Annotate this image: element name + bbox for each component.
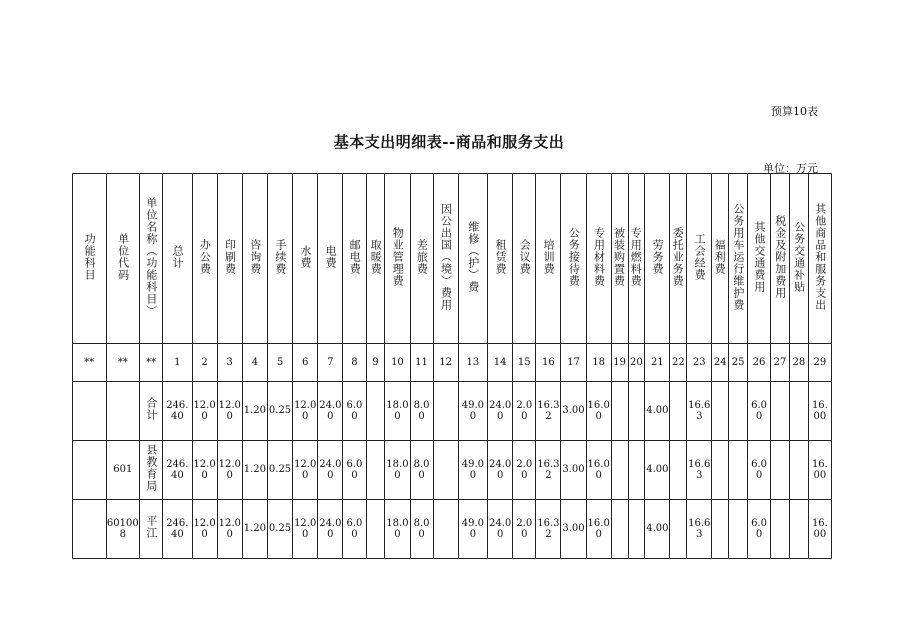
amount-cell <box>729 500 748 559</box>
column-number: 1 <box>163 344 192 382</box>
column-number: 12 <box>433 344 458 382</box>
column-number: 23 <box>687 344 712 382</box>
amount-cell: 6.00 <box>748 441 771 500</box>
column-header: 公务接待费 <box>561 174 586 344</box>
amount-cell: 24.00 <box>318 441 343 500</box>
column-header: 邮电费 <box>343 174 366 344</box>
column-header: 被装购置费 <box>611 174 628 344</box>
amount-cell: 8.00 <box>410 441 433 500</box>
amount-cell: 24.00 <box>488 441 513 500</box>
column-number: 19 <box>611 344 628 382</box>
amount-cell: 1.20 <box>242 441 267 500</box>
column-header: 工会经费 <box>687 174 712 344</box>
amount-cell: 16.00 <box>808 382 831 441</box>
expenditure-table <box>72 173 832 559</box>
unit-name-cell: 合计 <box>140 382 163 441</box>
amount-cell <box>712 382 729 441</box>
column-number: 26 <box>748 344 771 382</box>
amount-cell: 12.00 <box>293 500 318 559</box>
amount-cell: 4.00 <box>645 441 670 500</box>
amount-cell: 12.00 <box>192 441 217 500</box>
amount-cell: 12.00 <box>293 382 318 441</box>
amount-cell: 16.00 <box>808 441 831 500</box>
column-header: 单位名称（功能科目） <box>140 174 163 344</box>
amount-cell: 8.00 <box>410 382 433 441</box>
amount-cell: 12.00 <box>217 500 242 559</box>
amount-cell: 8.00 <box>410 500 433 559</box>
amount-cell: 12.00 <box>217 382 242 441</box>
amount-cell <box>771 441 790 500</box>
column-number: 7 <box>318 344 343 382</box>
amount-cell: 16.00 <box>586 441 611 500</box>
column-number: 11 <box>410 344 433 382</box>
amount-cell: 6.00 <box>748 500 771 559</box>
amount-cell <box>712 441 729 500</box>
amount-cell: 6.00 <box>343 382 366 441</box>
amount-cell <box>712 500 729 559</box>
amount-cell: 12.00 <box>192 382 217 441</box>
table-row <box>73 441 832 500</box>
column-number: 4 <box>242 344 267 382</box>
column-number: 17 <box>561 344 586 382</box>
column-header: 租赁费 <box>488 174 513 344</box>
column-number: 13 <box>458 344 487 382</box>
column-header: 因公出国（境）费用 <box>433 174 458 344</box>
amount-cell: 16.32 <box>536 382 561 441</box>
amount-cell <box>628 441 645 500</box>
column-number: 27 <box>771 344 790 382</box>
column-number: 18 <box>586 344 611 382</box>
amount-cell: 16.63 <box>687 500 712 559</box>
amount-cell <box>366 441 385 500</box>
amount-cell: 16.32 <box>536 500 561 559</box>
column-header: 取暖费 <box>366 174 385 344</box>
amount-cell: 4.00 <box>645 500 670 559</box>
amount-cell: 18.00 <box>385 441 410 500</box>
column-header: 公务用车运行维护费 <box>729 174 748 344</box>
column-number: ** <box>106 344 140 382</box>
column-number: 2 <box>192 344 217 382</box>
unit-label: 单位：万元 <box>763 162 818 175</box>
amount-cell: 12.00 <box>217 441 242 500</box>
amount-cell: 24.00 <box>488 500 513 559</box>
amount-cell: 12.00 <box>192 500 217 559</box>
amount-cell: 16.00 <box>808 500 831 559</box>
amount-cell <box>611 441 628 500</box>
amount-cell: 2.00 <box>513 500 536 559</box>
column-header: 总计 <box>163 174 192 344</box>
amount-cell: 246.40 <box>163 500 192 559</box>
header-row <box>73 174 832 344</box>
table-number-label: 预算10表 <box>771 105 818 118</box>
column-header: 其他交通费用 <box>748 174 771 344</box>
amount-cell: 6.00 <box>343 441 366 500</box>
column-number: ** <box>140 344 163 382</box>
column-number: 14 <box>488 344 513 382</box>
column-header: 培训费 <box>536 174 561 344</box>
column-number: 21 <box>645 344 670 382</box>
column-header: 其他商品和服务支出 <box>808 174 831 344</box>
amount-cell: 16.32 <box>536 441 561 500</box>
amount-cell <box>433 382 458 441</box>
amount-cell <box>729 441 748 500</box>
column-header: 专用燃料费 <box>628 174 645 344</box>
amount-cell: 1.20 <box>242 500 267 559</box>
amount-cell: 246.40 <box>163 441 192 500</box>
amount-cell: 18.00 <box>385 382 410 441</box>
amount-cell: 0.25 <box>267 382 292 441</box>
column-number: 29 <box>808 344 831 382</box>
column-header: 维修（护）费 <box>458 174 487 344</box>
amount-cell: 24.00 <box>488 382 513 441</box>
amount-cell <box>789 441 808 500</box>
amount-cell: 2.00 <box>513 441 536 500</box>
amount-cell: 6.00 <box>748 382 771 441</box>
unit-name-cell: 平江 <box>140 500 163 559</box>
column-number: 16 <box>536 344 561 382</box>
amount-cell: 16.00 <box>586 382 611 441</box>
amount-cell <box>771 382 790 441</box>
amount-cell: 4.00 <box>645 382 670 441</box>
amount-cell: 24.00 <box>318 500 343 559</box>
amount-cell <box>789 500 808 559</box>
amount-cell: 16.63 <box>687 382 712 441</box>
amount-cell: 0.25 <box>267 500 292 559</box>
column-header: 电费 <box>318 174 343 344</box>
amount-cell: 1.20 <box>242 382 267 441</box>
column-header: 咨询费 <box>242 174 267 344</box>
amount-cell: 49.00 <box>458 500 487 559</box>
table-row <box>73 382 832 441</box>
function-code-cell <box>73 382 107 441</box>
column-header: 委托业务费 <box>670 174 687 344</box>
amount-cell <box>366 500 385 559</box>
column-number: 6 <box>293 344 318 382</box>
amount-cell: 2.00 <box>513 382 536 441</box>
amount-cell <box>670 382 687 441</box>
amount-cell: 3.00 <box>561 382 586 441</box>
amount-cell <box>611 382 628 441</box>
column-header: 差旅费 <box>410 174 433 344</box>
column-number: 24 <box>712 344 729 382</box>
column-header: 劳务费 <box>645 174 670 344</box>
amount-cell: 18.00 <box>385 500 410 559</box>
column-header: 福利费 <box>712 174 729 344</box>
column-header: 印刷费 <box>217 174 242 344</box>
function-code-cell <box>73 500 107 559</box>
amount-cell <box>628 382 645 441</box>
unit-code-cell: 601 <box>106 441 140 500</box>
column-header: 功能科目 <box>73 174 107 344</box>
amount-cell: 24.00 <box>318 382 343 441</box>
amount-cell: 12.00 <box>293 441 318 500</box>
amount-cell <box>628 500 645 559</box>
column-header: 办公费 <box>192 174 217 344</box>
amount-cell <box>789 382 808 441</box>
amount-cell: 0.25 <box>267 441 292 500</box>
amount-cell: 3.00 <box>561 441 586 500</box>
column-header: 单位代码 <box>106 174 140 344</box>
amount-cell: 3.00 <box>561 500 586 559</box>
column-number: ** <box>73 344 107 382</box>
column-number: 20 <box>628 344 645 382</box>
amount-cell <box>771 500 790 559</box>
function-code-cell <box>73 441 107 500</box>
amount-cell <box>433 441 458 500</box>
amount-cell <box>433 500 458 559</box>
column-number: 25 <box>729 344 748 382</box>
column-header: 专用材料费 <box>586 174 611 344</box>
table-row <box>73 500 832 559</box>
column-number-row <box>73 344 832 382</box>
column-header: 水费 <box>293 174 318 344</box>
column-number: 3 <box>217 344 242 382</box>
unit-code-cell: 601008 <box>106 500 140 559</box>
amount-cell <box>611 500 628 559</box>
column-header: 手续费 <box>267 174 292 344</box>
amount-cell: 16.63 <box>687 441 712 500</box>
column-header: 公务交通补贴 <box>789 174 808 344</box>
column-number: 10 <box>385 344 410 382</box>
column-number: 28 <box>789 344 808 382</box>
unit-code-cell <box>106 382 140 441</box>
amount-cell <box>729 382 748 441</box>
column-number: 15 <box>513 344 536 382</box>
page-title: 基本支出明细表--商品和服务支出 <box>333 133 565 151</box>
column-number: 5 <box>267 344 292 382</box>
column-number: 9 <box>366 344 385 382</box>
amount-cell: 246.40 <box>163 382 192 441</box>
column-number: 8 <box>343 344 366 382</box>
amount-cell <box>670 441 687 500</box>
column-number: 22 <box>670 344 687 382</box>
column-header: 物业管理费 <box>385 174 410 344</box>
amount-cell <box>366 382 385 441</box>
unit-name-cell: 县教育局 <box>140 441 163 500</box>
amount-cell <box>670 500 687 559</box>
amount-cell: 49.00 <box>458 441 487 500</box>
amount-cell: 49.00 <box>458 382 487 441</box>
column-header: 税金及附加费用 <box>771 174 790 344</box>
amount-cell: 6.00 <box>343 500 366 559</box>
column-header: 会议费 <box>513 174 536 344</box>
amount-cell: 16.00 <box>586 500 611 559</box>
